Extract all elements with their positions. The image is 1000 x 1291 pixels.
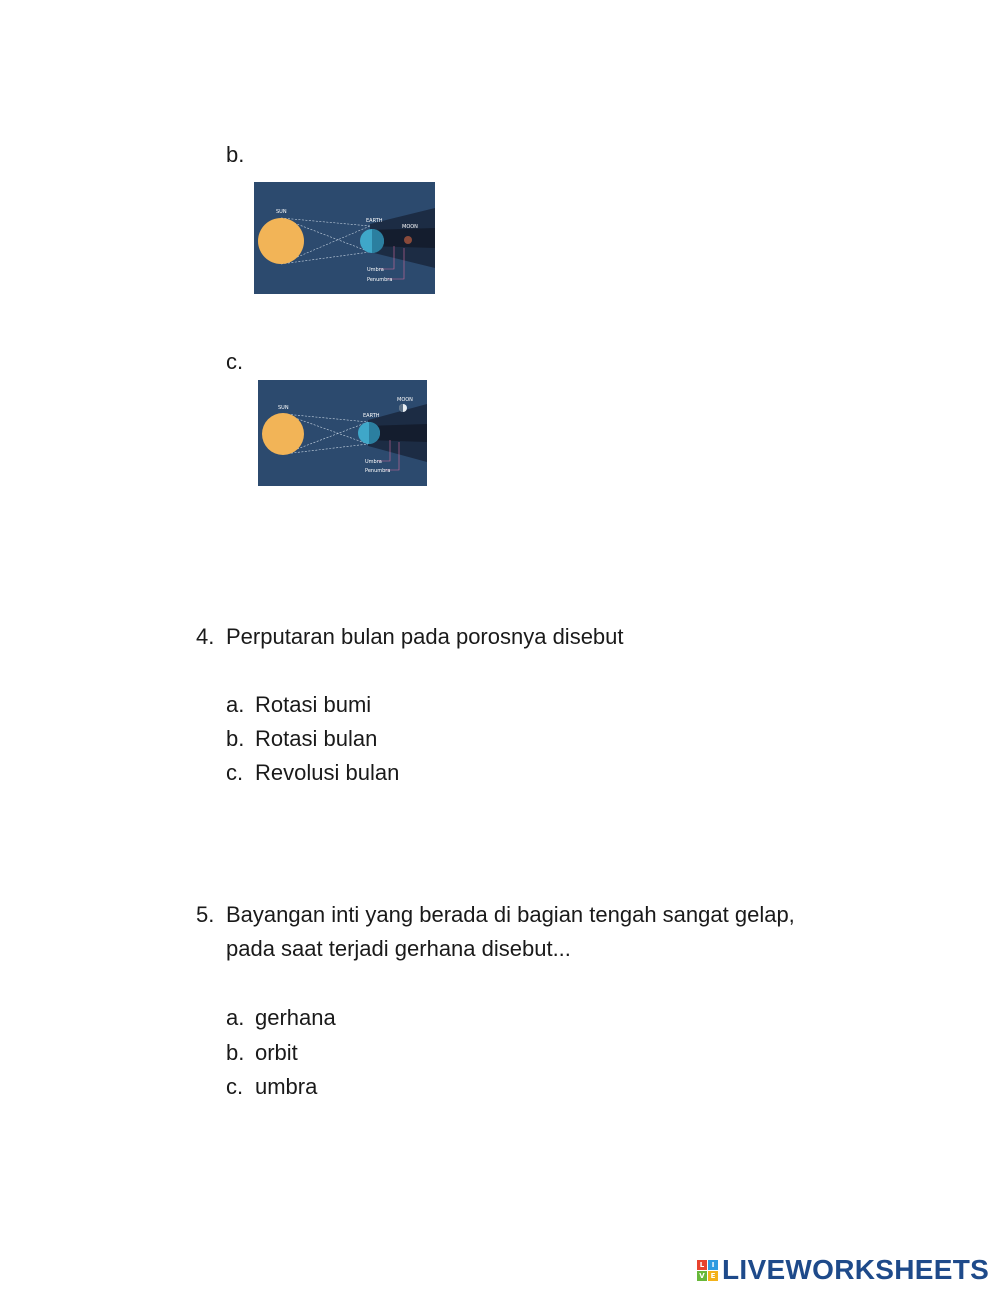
option-text: Revolusi bulan: [255, 760, 400, 785]
penumbra-label: Penumbra: [365, 468, 391, 474]
option-text: umbra: [255, 1074, 318, 1099]
option-letter: c.: [226, 1074, 244, 1099]
option-letter: c.: [226, 760, 244, 785]
option-text: gerhana: [255, 1005, 336, 1030]
option-text: orbit: [255, 1040, 298, 1065]
sun-shape: [258, 218, 304, 264]
logo-blocks-icon: L I V E: [697, 1260, 718, 1281]
option-letter: b.: [226, 1040, 245, 1065]
moon-label: MOON: [397, 397, 413, 403]
moon-label: MOON: [402, 224, 418, 230]
earth-label: EARTH: [363, 413, 380, 419]
option-b-label: b.: [226, 142, 245, 167]
penumbra-label: Penumbra: [367, 277, 393, 283]
option-letter: a.: [226, 1005, 245, 1030]
question-5-text-line-2: pada saat terjadi gerhana disebut...: [226, 936, 571, 961]
question-5-option-c[interactable]: [226, 1070, 317, 1105]
lunar-eclipse-diagram-c: [258, 380, 427, 486]
earth-label: EARTH: [366, 218, 383, 224]
question-4-option-b[interactable]: [226, 722, 377, 757]
option-text: Rotasi bumi: [255, 692, 372, 717]
question-5-number: 5.: [196, 902, 215, 927]
option-letter: b.: [226, 726, 245, 751]
option-c-label: c.: [226, 349, 244, 374]
umbra-label: Umbra: [367, 267, 384, 273]
option-letter: a.: [226, 692, 245, 717]
option-text: Rotasi bulan: [255, 726, 378, 751]
question-5-option-a[interactable]: [226, 1001, 336, 1036]
logo-text: LIVEWORKSHEETS: [722, 1254, 990, 1285]
question-4-text: Perputaran bulan pada porosnya disebut: [226, 624, 624, 649]
question-4-option-c[interactable]: [226, 756, 399, 791]
question-5-text-line-1: Bayangan inti yang berada di bagian tengah sangat gelap,: [226, 902, 795, 927]
sun-label: SUN: [278, 405, 289, 411]
question-4-number: 4.: [196, 624, 215, 649]
umbra-label: Umbra: [365, 459, 382, 465]
liveworksheets-logo[interactable]: [697, 1252, 989, 1288]
question-5-option-b[interactable]: [226, 1036, 298, 1071]
moon-shape: [404, 236, 412, 244]
question-4-option-a[interactable]: [226, 688, 371, 723]
lunar-eclipse-diagram-b: [254, 182, 435, 294]
sun-label: SUN: [276, 209, 287, 215]
sun-shape: [262, 413, 304, 455]
